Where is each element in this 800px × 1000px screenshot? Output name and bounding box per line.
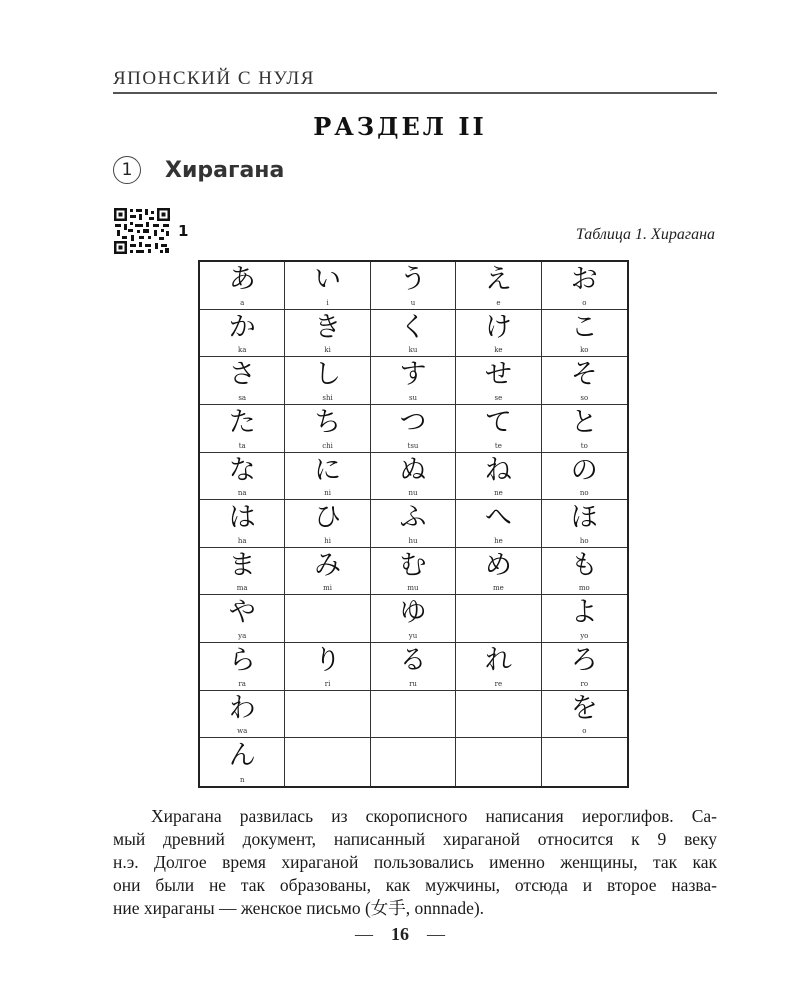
kana-cell bbox=[200, 595, 285, 643]
table-caption: Таблица 1. Хирагана bbox=[575, 226, 715, 243]
kana-glyph: み bbox=[314, 549, 342, 581]
kana-cell bbox=[542, 262, 627, 310]
romaji-label: he bbox=[494, 536, 503, 545]
page-footer bbox=[0, 924, 800, 945]
romaji-label: me bbox=[493, 584, 504, 593]
romaji-label: tsu bbox=[407, 441, 419, 450]
body-line: они были не так образованы, как мужчины, отсюда и второе назва- bbox=[113, 875, 717, 895]
kana-cell bbox=[200, 262, 285, 310]
romaji-label: ru bbox=[409, 679, 417, 688]
kana-glyph: ろ bbox=[570, 645, 598, 677]
kana-glyph: ち bbox=[314, 406, 342, 438]
kana-cell bbox=[200, 643, 285, 691]
header-rule bbox=[113, 92, 717, 94]
body-line: мый древний документ, написанный хираганой относится к 9 веку bbox=[113, 829, 717, 849]
kana-cell bbox=[456, 643, 541, 691]
kana-glyph: を bbox=[570, 692, 598, 724]
kana-cell bbox=[542, 310, 627, 358]
kana-cell bbox=[371, 548, 456, 596]
body-line: Хирагана развилась из скорописного написания иероглифов. Са- bbox=[151, 806, 717, 826]
qr-code-icon bbox=[113, 207, 171, 255]
body-line: н.э. Долгое время хираганой пользовались именно женщины, так как bbox=[113, 852, 717, 872]
romaji-label: ha bbox=[237, 536, 247, 545]
kana-glyph: ほ bbox=[570, 502, 598, 534]
chapter-title: Хирагана bbox=[165, 157, 285, 183]
folio-dash-left: — bbox=[355, 924, 373, 944]
kana-glyph: あ bbox=[228, 264, 256, 295]
romaji-label: ko bbox=[580, 346, 589, 355]
romaji-label: ri bbox=[324, 679, 331, 688]
body-line: ние хираганы — женское письмо (女手, onnnade). bbox=[113, 898, 485, 918]
kana-glyph: の bbox=[570, 454, 598, 486]
kana-cell bbox=[285, 691, 370, 739]
kana-cell bbox=[542, 691, 627, 739]
kana-glyph: つ bbox=[399, 406, 427, 438]
kana-cell bbox=[542, 548, 627, 596]
romaji-label: te bbox=[494, 441, 502, 450]
romaji-label: hi bbox=[324, 536, 331, 545]
romaji-label: mi bbox=[323, 584, 333, 593]
kana-glyph: や bbox=[228, 597, 256, 629]
romaji-label: re bbox=[494, 679, 503, 688]
romaji-label: shi bbox=[322, 393, 333, 402]
kana-cell bbox=[456, 548, 541, 596]
romaji-label: so bbox=[580, 393, 589, 402]
kana-cell bbox=[456, 405, 541, 453]
romaji-label: u bbox=[410, 298, 416, 307]
kana-glyph: す bbox=[399, 359, 427, 391]
kana-glyph: さ bbox=[228, 359, 256, 391]
romaji-label: nu bbox=[408, 489, 418, 498]
kana-cell bbox=[285, 548, 370, 596]
romaji-label: ke bbox=[494, 346, 503, 355]
kana-glyph: く bbox=[399, 311, 427, 343]
kana-cell bbox=[285, 357, 370, 405]
kana-glyph: そ bbox=[570, 359, 598, 391]
kana-glyph: き bbox=[314, 311, 342, 343]
kana-glyph: か bbox=[228, 311, 256, 343]
kana-cell bbox=[200, 453, 285, 501]
kana-cell bbox=[371, 500, 456, 548]
kana-glyph: た bbox=[228, 406, 256, 438]
kana-cell bbox=[542, 643, 627, 691]
romaji-label: hu bbox=[408, 536, 418, 545]
kana-glyph: め bbox=[484, 549, 512, 581]
kana-cell bbox=[200, 691, 285, 739]
kana-cell bbox=[371, 310, 456, 358]
romaji-label: ku bbox=[408, 346, 418, 355]
chapter-number-circle: 1 bbox=[113, 156, 141, 184]
kana-glyph: こ bbox=[570, 311, 598, 343]
kana-glyph: も bbox=[570, 549, 598, 581]
romaji-label: i bbox=[326, 298, 329, 307]
kana-glyph: し bbox=[314, 359, 342, 391]
romaji-label: ya bbox=[238, 632, 247, 641]
kana-cell bbox=[285, 310, 370, 358]
kana-glyph: ね bbox=[484, 454, 512, 486]
kana-glyph: い bbox=[314, 264, 342, 295]
kana-cell bbox=[456, 310, 541, 358]
romaji-label: se bbox=[494, 393, 503, 402]
body-paragraph bbox=[113, 805, 717, 920]
kana-cell bbox=[200, 405, 285, 453]
kana-cell bbox=[542, 453, 627, 501]
kana-glyph: ゆ bbox=[399, 597, 427, 629]
romaji-label: ki bbox=[324, 346, 331, 355]
kana-cell bbox=[542, 738, 627, 786]
romaji-label: ra bbox=[238, 679, 246, 688]
romaji-label: ta bbox=[238, 441, 246, 450]
kana-glyph: ま bbox=[228, 549, 256, 581]
kana-cell bbox=[285, 405, 370, 453]
kana-cell bbox=[200, 738, 285, 786]
kana-cell bbox=[371, 453, 456, 501]
kana-cell bbox=[285, 500, 370, 548]
kana-cell bbox=[542, 595, 627, 643]
kana-cell bbox=[200, 310, 285, 358]
kana-cell bbox=[542, 500, 627, 548]
kana-cell bbox=[200, 548, 285, 596]
kana-cell bbox=[285, 453, 370, 501]
kana-cell bbox=[456, 691, 541, 739]
section-title: РАЗДЕЛ II bbox=[313, 112, 487, 141]
kana-glyph: ふ bbox=[399, 502, 427, 534]
romaji-label: ho bbox=[579, 536, 589, 545]
kana-glyph: れ bbox=[484, 645, 512, 677]
chapter-heading bbox=[113, 152, 284, 188]
romaji-label: e bbox=[496, 298, 501, 307]
kana-cell bbox=[542, 405, 627, 453]
kana-cell bbox=[456, 453, 541, 501]
romaji-label: yu bbox=[408, 632, 418, 641]
kana-cell bbox=[371, 643, 456, 691]
kana-glyph: ひ bbox=[314, 502, 342, 534]
romaji-label: n bbox=[239, 776, 245, 784]
kana-cell bbox=[371, 738, 456, 786]
kana-glyph: り bbox=[314, 645, 342, 677]
romaji-label: sa bbox=[238, 393, 247, 402]
kana-glyph: ら bbox=[228, 645, 256, 677]
kana-cell bbox=[371, 595, 456, 643]
kana-cell bbox=[456, 500, 541, 548]
romaji-label: to bbox=[580, 441, 588, 450]
kana-cell bbox=[285, 595, 370, 643]
romaji-label: chi bbox=[322, 441, 333, 450]
romaji-label: su bbox=[408, 393, 418, 402]
kana-cell bbox=[456, 262, 541, 310]
kana-cell bbox=[200, 500, 285, 548]
romaji-label: ro bbox=[580, 679, 589, 688]
romaji-label: ka bbox=[237, 346, 247, 355]
kana-cell bbox=[285, 738, 370, 786]
romaji-label: yo bbox=[580, 632, 589, 641]
audio-track-number: 1 bbox=[178, 222, 189, 240]
page-number: 16 bbox=[391, 924, 409, 944]
romaji-label: o bbox=[582, 727, 587, 736]
kana-glyph: ぬ bbox=[399, 454, 427, 486]
kana-cell bbox=[371, 357, 456, 405]
romaji-label: mu bbox=[407, 584, 419, 593]
kana-glyph: え bbox=[484, 264, 512, 295]
kana-glyph: ん bbox=[228, 740, 256, 772]
kana-glyph: と bbox=[570, 406, 598, 438]
running-head: ЯПОНСКИЙ С НУЛЯ bbox=[113, 68, 315, 89]
folio-dash-right: — bbox=[427, 924, 445, 944]
kana-cell bbox=[456, 357, 541, 405]
romaji-label: ne bbox=[494, 489, 503, 498]
kana-cell bbox=[456, 738, 541, 786]
romaji-label: ni bbox=[324, 489, 331, 498]
kana-glyph: な bbox=[228, 454, 256, 486]
romaji-label: na bbox=[237, 489, 247, 498]
kana-glyph: う bbox=[399, 264, 427, 295]
kana-glyph: に bbox=[314, 454, 342, 486]
kana-cell bbox=[456, 595, 541, 643]
romaji-label: o bbox=[582, 298, 587, 307]
romaji-label: ma bbox=[236, 584, 248, 593]
kana-glyph: む bbox=[399, 549, 427, 581]
kana-glyph: は bbox=[228, 502, 256, 534]
hiragana-table bbox=[198, 260, 629, 788]
romaji-label: a bbox=[240, 298, 245, 307]
kana-glyph: わ bbox=[228, 692, 256, 724]
kana-glyph: へ bbox=[484, 502, 512, 534]
romaji-label: no bbox=[579, 489, 589, 498]
kana-cell bbox=[542, 357, 627, 405]
kana-glyph: お bbox=[570, 264, 598, 295]
romaji-label: wa bbox=[237, 727, 248, 736]
kana-glyph: け bbox=[484, 311, 512, 343]
kana-glyph: よ bbox=[570, 597, 598, 629]
kana-cell bbox=[371, 262, 456, 310]
kana-cell bbox=[200, 357, 285, 405]
romaji-label: mo bbox=[578, 584, 590, 593]
kana-cell bbox=[371, 691, 456, 739]
kana-cell bbox=[285, 643, 370, 691]
kana-cell bbox=[285, 262, 370, 310]
kana-glyph: て bbox=[484, 406, 512, 438]
kana-cell bbox=[371, 405, 456, 453]
kana-glyph: る bbox=[399, 645, 427, 677]
kana-glyph: せ bbox=[484, 359, 512, 391]
